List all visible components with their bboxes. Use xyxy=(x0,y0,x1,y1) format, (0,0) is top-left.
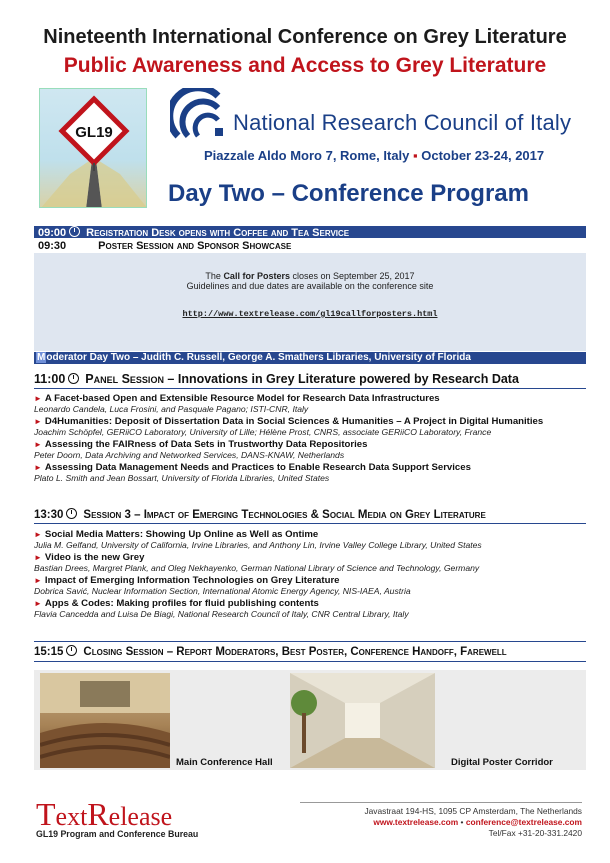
cnr-logo-icon xyxy=(170,88,230,144)
session3-heading: 13:30 Session 3 – Impact of Emerging Technologies & Social Media on Grey Literature xyxy=(34,508,586,524)
panel-talks xyxy=(34,393,586,485)
clock-icon xyxy=(66,645,77,656)
moderator-bar: Moderator Day Two – Judith C. Russell, George A. Smathers Libraries, University of Florida xyxy=(34,352,586,364)
poster-corridor-photo xyxy=(290,673,435,768)
list-item: ► Social Media Matters: Showing Up Online as Well as Ontime Julia M. Gelfand, University of California, Irvine Libraries, and Anthony Lin, Irvine Valley College Library, United States xyxy=(34,529,482,550)
call-for-posters-box: The Call for Posters closes on September 25, 2017 Guidelines and due dates are available on the conference site http://www.textrelease.com/gl19callforposters.html xyxy=(34,253,586,351)
clock-icon xyxy=(69,226,80,237)
list-item: ► A Facet-based Open and Extensible Resource Model for Research Data Infrastructures Leonardo Candela, Luca Frosini, and Pasquale Pagano; ISTI-CNR, Italy xyxy=(34,393,440,414)
website-link[interactable]: www.textrelease.com xyxy=(373,817,459,827)
host-name: National Research Council of Italy xyxy=(233,110,572,135)
conference-hall-photo xyxy=(40,673,170,768)
posters-link[interactable]: http://www.textrelease.com/gl19callforposters.html xyxy=(182,309,438,319)
list-item: ► Apps & Codes: Making profiles for fluid publishing contents Flavia Cancedda and Luisa De Biagi, National Research Council of Italy, CNR Central Library, Italy xyxy=(34,598,409,619)
list-item: ► Assessing the FAIRness of Data Sets in Trustworthy Data Repositories Peter Doorn, Data Archiving and Networked Services, DANS-KNAW, Netherlands xyxy=(34,439,368,460)
gl19-logo xyxy=(39,88,147,208)
gl19-logo-text: GL19 xyxy=(75,124,113,141)
list-item: ► Assessing Data Management Needs and Practices to Enable Research Data Support Services Plato L. Smith and Jean Bossart, University of Florida Libraries, United States xyxy=(34,462,471,483)
hall-caption: Main Conference Hall xyxy=(176,757,273,768)
list-item: ► Impact of Emerging Information Technologies on Grey Literature Dobrica Savić, Nuclear Information Section, International Atomic Energy Agency, NIS-IAEA, Austria xyxy=(34,575,411,596)
list-item: ► Video is the new Grey Bastian Drees, Margret Plank, and Oleg Nekhayenko, German National Library of Science and Technology, Germany xyxy=(34,552,480,573)
clock-icon xyxy=(68,373,79,384)
conference-title: Nineteenth International Conference on Grey Literature xyxy=(43,26,567,48)
page-title: Day Two – Conference Program xyxy=(168,180,529,207)
closing-session-row: 15:15 Closing Session – Report Moderators, Best Poster, Conference Handoff, Farewell xyxy=(34,641,586,662)
host-address: Piazzale Aldo Moro 7, Rome, Italy ▪ October 23-24, 2017 xyxy=(204,148,545,163)
clock-icon xyxy=(66,508,77,519)
footer-divider xyxy=(300,802,582,803)
panel-session-heading: 11:00 Panel Session – Innovations in Grey Literature powered by Research Data xyxy=(34,372,586,389)
bureau-subtitle: GL19 Program and Conference Bureau xyxy=(36,829,199,839)
conference-theme: Public Awareness and Access to Grey Literature xyxy=(63,54,547,77)
footer-contact: Javastraat 194-HS, 1095 CP Amsterdam, The Netherlands www.textrelease.com • conference@textrelease.com Tel/Fax +31-20-331.2420 xyxy=(364,806,582,838)
email-link[interactable]: conference@textrelease.com xyxy=(465,817,582,827)
poster-session-row: 09:30 Poster Session and Sponsor Showcase xyxy=(38,240,292,252)
registration-bar: 09:00 Registration Desk opens with Coffee and Tea Service xyxy=(34,226,586,238)
session3-talks xyxy=(34,529,586,621)
corridor-caption: Digital Poster Corridor xyxy=(451,757,553,768)
textrelease-logo: TextRelease xyxy=(36,796,173,832)
list-item: ► D4Humanities: Deposit of Dissertation Data in Social Sciences & Humanities – A Project in Digital Humanities Joachim Schöpfel, GERiiCO Laboratory, University of Lille; Hélène Prost, CNRS, associate GERiiCO Laboratory, France xyxy=(34,416,544,437)
